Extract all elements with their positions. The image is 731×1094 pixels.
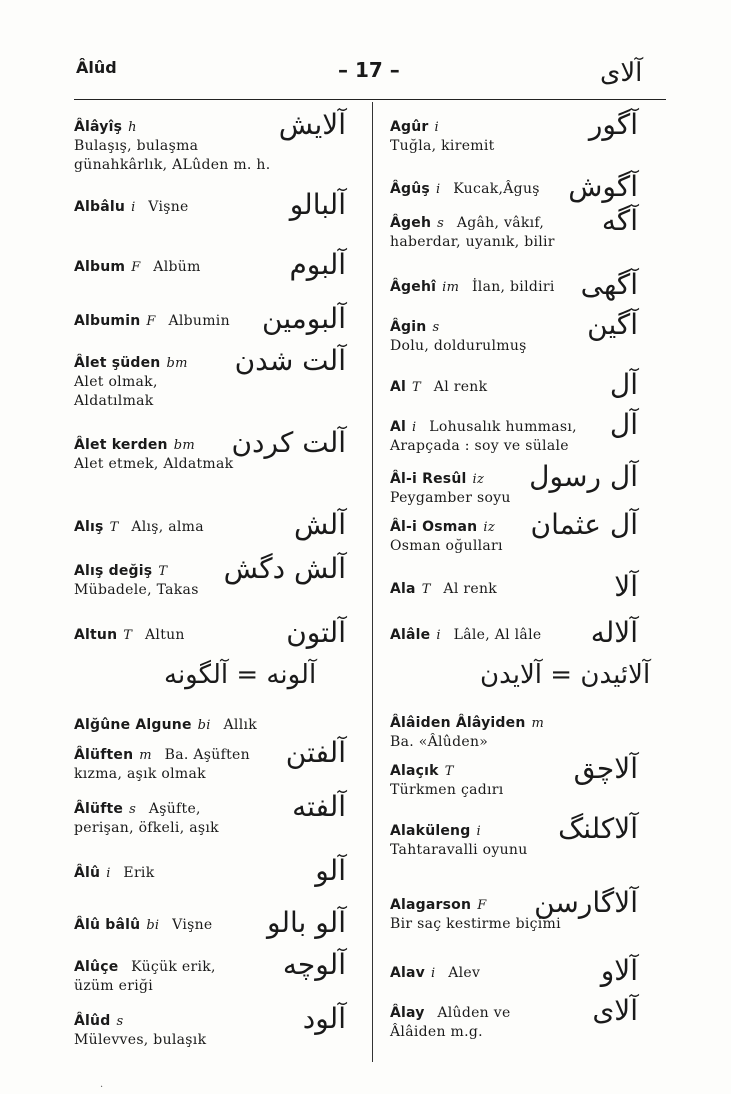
entry-headword: Al — [390, 419, 407, 435]
entry-arabic-script: آل رسول — [529, 460, 638, 493]
entry-gloss-line: Tahtaravalli oyunu — [390, 842, 528, 858]
entry-headword: Ala — [390, 581, 416, 597]
entry-headword: Âlû bâlû — [74, 917, 141, 933]
entry-etymology-tag: T — [444, 764, 454, 779]
entry-gloss: Küçük erik, — [126, 959, 216, 975]
entry-etymology-tag: F — [131, 260, 141, 275]
entry-headword: Album — [74, 259, 126, 275]
entry-arabic-script: آگوش — [568, 170, 638, 203]
entry-arabic-script: آل — [609, 368, 638, 401]
entry-headword: Alâle — [390, 627, 431, 643]
entry-headword: Albâlu — [74, 199, 126, 215]
entry-etymology-tag: i — [436, 628, 441, 643]
entry-etymology-tag: T — [123, 628, 133, 643]
entry-headword: Âlet kerden — [74, 437, 168, 453]
page-speck: · — [100, 1082, 104, 1093]
entry-gloss-line: Aldatılmak — [74, 393, 154, 409]
entry-arabic-script: آگه — [601, 204, 638, 237]
entry-gloss: Al renk — [429, 379, 488, 395]
entry-arabic-script: آلش دگش — [223, 552, 346, 585]
entry-headword: Âlûd — [74, 1013, 111, 1029]
entry-gloss: Vişne — [167, 917, 213, 933]
entry-gloss-line: Alet olmak, — [74, 374, 158, 390]
entry-headword: Âgeh — [390, 215, 432, 231]
entry-etymology-tag: i — [476, 824, 481, 839]
entry-headword: Âgûş — [390, 181, 430, 197]
entry-headword: Âlâyîş — [74, 119, 123, 135]
entry-headword: Alaküleng — [390, 823, 471, 839]
entry-arabic-script: آلای — [592, 994, 638, 1027]
entry-headword: Âlüften — [74, 747, 134, 763]
entry-gloss-line: Mülevves, bulaşık — [74, 1032, 207, 1048]
running-head-right: آلای — [600, 58, 643, 88]
running-head-left: Âlûd — [76, 58, 117, 77]
entry-etymology-tag: T — [412, 380, 422, 395]
entry-etymology-tag: bi — [197, 718, 211, 733]
entry-etymology-tag: i — [434, 120, 439, 135]
entry-arabic-script: آلبوم — [289, 248, 346, 281]
entry-gloss-line: Osman oğulları — [390, 538, 503, 554]
entry-gloss: Albumin — [163, 313, 230, 329]
entry-gloss-line: üzüm eriği — [74, 978, 154, 994]
entry-gloss-line: Dolu, doldurulmuş — [390, 338, 527, 354]
entry-etymology-tag: s — [116, 1014, 124, 1029]
entry-etymology-tag: F — [146, 314, 156, 329]
entry-gloss-line: günahkârlık, ALûden m. h. — [74, 157, 271, 173]
entry-headword: Âl-i Osman — [390, 519, 478, 535]
entry-gloss: Erik — [118, 865, 155, 881]
entry-headword: Alagarson — [390, 897, 472, 913]
entry-etymology-tag: s — [432, 320, 440, 335]
dictionary-entry — [74, 716, 364, 735]
entry-etymology-tag: i — [431, 966, 436, 981]
entry-arabic-script: آلاکلنگ — [558, 812, 638, 845]
entry-etymology-tag: iz — [483, 520, 495, 535]
entry-arabic-script: آلش — [293, 508, 346, 541]
entry-headword: Alaçık — [390, 763, 439, 779]
entry-headword: Âlet şüden — [74, 355, 161, 371]
entry-gloss-line: Türkmen çadırı — [390, 782, 504, 798]
entry-arabic-script: آل — [609, 408, 638, 441]
entry-arabic-script: آلبومین — [262, 302, 346, 335]
entry-headword: Alış değiş — [74, 563, 153, 579]
entry-gloss: İlan, bildiri — [467, 279, 555, 295]
centered-arabic-equivalence: آلائیدن = آلایدن — [480, 660, 651, 690]
entry-arabic-script: آلاچق — [573, 752, 638, 785]
column-divider — [372, 102, 373, 1062]
entry-arabic-script: آلت شدن — [234, 344, 346, 377]
entry-etymology-tag: iz — [472, 472, 485, 487]
entry-gloss: Altun — [140, 627, 185, 643]
entry-gloss-line: Arapçada : soy ve sülale — [390, 438, 569, 454]
entry-gloss-line: perişan, öfkeli, aşık — [74, 820, 219, 836]
entry-arabic-script: آلفتن — [285, 736, 346, 769]
entry-headword: Âlâiden Âlâyiden — [390, 715, 526, 731]
entry-etymology-tag: i — [131, 200, 136, 215]
entry-headword: Alğûne Algune — [74, 717, 192, 733]
entry-etymology-tag: T — [421, 582, 431, 597]
entry-gloss: Alış, alma — [126, 519, 204, 535]
entry-gloss-line: Bir saç kestirme biçimi — [390, 916, 561, 932]
entry-etymology-tag: s — [129, 802, 137, 817]
entry-gloss: Kucak,Âguş — [448, 181, 540, 197]
entry-arabic-script: آلتون — [286, 616, 346, 649]
entry-gloss-line: Peygamber soyu — [390, 490, 511, 506]
entry-headword: Altun — [74, 627, 118, 643]
centered-arabic-equivalence: آلونه = آلگونه — [164, 660, 317, 690]
entry-arabic-script: آلایش — [278, 108, 346, 141]
entry-arabic-script: آلود — [302, 1002, 346, 1035]
entry-gloss-line: Ba. «Âlûden» — [390, 734, 489, 750]
entry-etymology-tag: i — [435, 182, 441, 197]
entry-gloss-line: Mübadele, Takas — [74, 582, 199, 598]
entry-gloss-line: Alet etmek, Aldatmak — [74, 456, 234, 472]
entry-gloss-line: Tuğla, kiremit — [390, 138, 495, 154]
entry-headword: Âgin — [390, 319, 427, 335]
entry-first-line — [74, 716, 364, 735]
page-number: – 17 – — [338, 58, 400, 82]
entry-etymology-tag: bi — [146, 918, 160, 933]
dictionary-entry — [390, 714, 668, 752]
entry-gloss-line: Bulaşış, bulaşma — [74, 138, 199, 154]
entry-gloss: Aşüfte, — [144, 801, 201, 817]
entry-etymology-tag: bm — [166, 356, 188, 371]
entry-arabic-script: آگور — [588, 108, 638, 141]
entry-etymology-tag: s — [437, 216, 445, 231]
entry-arabic-script: آگین — [587, 308, 638, 341]
entry-arabic-script: آلت کردن — [231, 426, 346, 459]
entry-headword: Al — [390, 379, 407, 395]
entry-arabic-script: آل عثمان — [530, 508, 638, 541]
entry-gloss: Allık — [218, 717, 258, 733]
entry-arabic-script: آگهی — [580, 268, 638, 301]
entry-gloss: Agâh, vâkıf, — [452, 215, 545, 231]
entry-arabic-script: آلو — [315, 854, 346, 887]
entry-arabic-script: آلوچه — [282, 948, 346, 981]
entry-arabic-script: آلاگارسن — [534, 886, 638, 919]
header-rule — [74, 99, 666, 100]
entry-arabic-script: آلبالو — [289, 188, 346, 221]
entry-arabic-script: آلفته — [292, 790, 346, 823]
entry-headword: Âlüfte — [74, 801, 124, 817]
entry-gloss: Ba. Aşüften — [159, 747, 250, 763]
entry-gloss: Vişne — [143, 199, 189, 215]
entry-etymology-tag: i — [412, 420, 417, 435]
entry-etymology-tag: im — [442, 280, 460, 295]
entry-gloss-line: haberdar, uyanık, bilir — [390, 234, 555, 250]
entry-etymology-tag: m — [139, 748, 152, 763]
entry-headword: Âgehî — [390, 279, 437, 295]
entry-headword: Alış — [74, 519, 104, 535]
entry-arabic-script: آلو بالو — [267, 906, 346, 939]
entry-etymology-tag: m — [531, 716, 545, 731]
entry-gloss: Lohusalık humması, — [424, 419, 577, 435]
entry-headword: Âlû — [74, 865, 101, 881]
entry-headword: Alav — [390, 965, 426, 981]
entry-etymology-tag: F — [477, 898, 487, 913]
entry-headword: Agûr — [390, 119, 429, 135]
entry-first-line — [390, 714, 668, 733]
entry-gloss-line: kızma, aşık olmak — [74, 766, 206, 782]
entry-etymology-tag: i — [106, 866, 111, 881]
entry-headword: Âl-i Resûl — [390, 471, 467, 487]
entry-gloss: Alûden ve — [432, 1005, 511, 1021]
entry-gloss: Albüm — [148, 259, 201, 275]
entry-arabic-script: آلا — [614, 570, 638, 603]
entry-arabic-script: آلاو — [600, 954, 638, 987]
entry-etymology-tag: T — [158, 564, 168, 579]
entry-etymology-tag: h — [128, 120, 137, 135]
entry-gloss: Al renk — [438, 581, 498, 597]
entry-gloss: Alev — [443, 965, 481, 981]
entry-arabic-script: آلاله — [590, 616, 638, 649]
entry-gloss: Lâle, Al lâle — [448, 627, 542, 643]
entry-gloss-line: Âlâiden m.g. — [390, 1024, 483, 1040]
entry-headword: Alûçe — [74, 959, 119, 975]
entry-etymology-tag: T — [109, 520, 119, 535]
entry-etymology-tag: bm — [173, 438, 195, 453]
entry-headword: Albumin — [74, 313, 141, 329]
entry-headword: Âlay — [390, 1005, 425, 1021]
